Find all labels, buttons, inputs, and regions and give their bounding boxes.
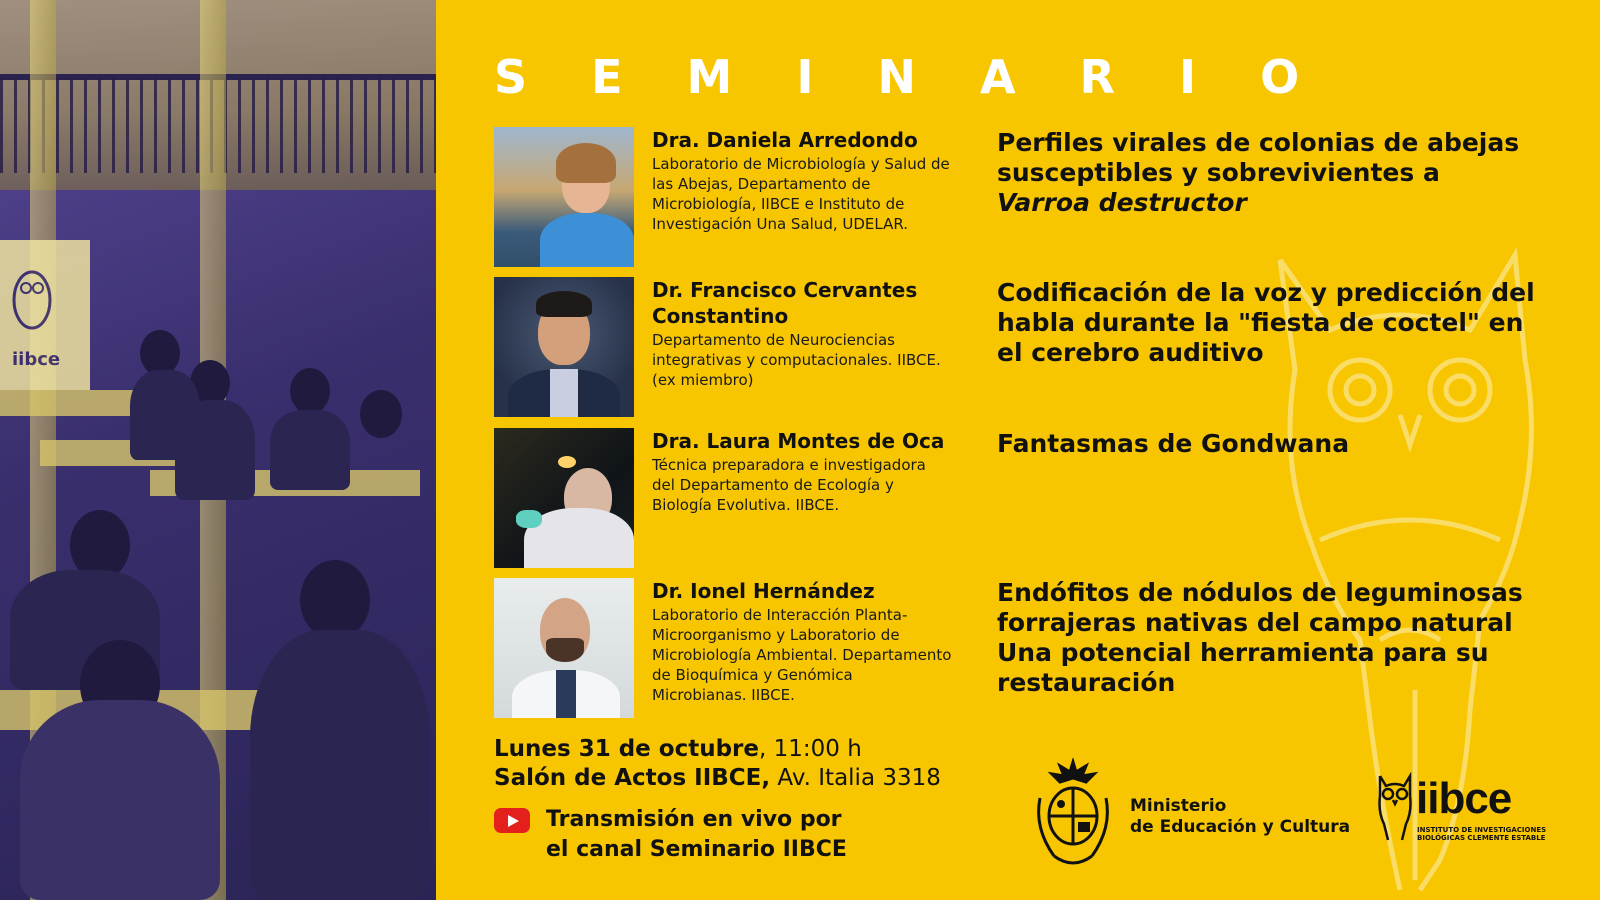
- stream-text[interactable]: Transmisión en vivo por el canal Seminario IIBCE: [546, 807, 847, 862]
- talk-title: Endófitos de nódulos de leguminosas forrajeras nativas del campo natural Una potencial herramienta para su restauración: [997, 578, 1523, 697]
- talk-title: Codificación de la voz y predicción del habla durante la "fiesta de coctel" en el cerebro auditivo: [997, 278, 1535, 367]
- speaker-affiliation: Laboratorio de Interacción Planta-Microorganismo y Laboratorio de Microbiología Ambiental. Departamento de Bioquímica y Genómica Microbianas. IIBCE.: [652, 606, 952, 704]
- event-time: , 11:00 h: [759, 736, 862, 762]
- iibce-logo: [1376, 774, 1547, 858]
- talk-title: Fantasmas de Gondwana: [997, 429, 1350, 458]
- mec-line-1: Ministerio: [1130, 796, 1227, 816]
- youtube-icon[interactable]: [494, 808, 530, 833]
- iibce-wordmark: iibce: [1416, 774, 1512, 823]
- speaker-card: [494, 277, 964, 417]
- event-venue: [494, 764, 974, 793]
- speaker-card: [494, 578, 964, 718]
- speaker-photo: [494, 277, 634, 417]
- event-info: [494, 735, 974, 793]
- speaker-card: [494, 428, 964, 568]
- iibce-subtitle-2: BIOLÓGICAS CLEMENTE ESTABLE: [1417, 834, 1546, 842]
- coat-of-arms-icon: [1030, 758, 1116, 874]
- speaker-photo: [494, 428, 634, 568]
- speaker-name: Dra. Daniela Arredondo: [652, 128, 918, 152]
- iibce-subtitle-1: INSTITUTO DE INVESTIGACIONES: [1417, 826, 1547, 834]
- mec-line-2: de Educación y Cultura: [1130, 817, 1351, 837]
- event-datetime: [494, 735, 974, 764]
- speaker-affiliation: Laboratorio de Microbiología y Salud de las Abejas, Departamento de Microbiología, IIBCE e Instituto de Investigación Una Salud, UDELAR.: [652, 155, 950, 233]
- speaker-name: Dra. Laura Montes de Oca: [652, 429, 945, 453]
- owl-logo-icon: [1376, 772, 1414, 844]
- event-venue-name: Salón de Actos IIBCE,: [494, 765, 771, 791]
- talk-title: Perfiles virales de colonias de abejas susceptibles y sobrevivientes a Varroa destructor: [997, 128, 1520, 217]
- talk-title-italic: Varroa destructor: [997, 188, 1247, 217]
- mec-logo: [1030, 758, 1360, 878]
- speaker-photo: [494, 127, 634, 267]
- event-address: Av. Italia 3318: [770, 765, 941, 791]
- speaker-affiliation: Departamento de Neurociencias integrativas y computacionales. IIBCE. (ex miembro): [652, 331, 941, 389]
- svg-text:iibce: iibce: [12, 349, 61, 370]
- speaker-name: Dr. Ionel Hernández: [652, 579, 875, 603]
- speaker-affiliation: Técnica preparadora e investigadora del Departamento de Ecología y Biología Evolutiva. IIBCE.: [652, 456, 926, 514]
- speaker-photo: [494, 578, 634, 718]
- classroom-photo: [0, 0, 436, 900]
- event-date: Lunes 31 de octubre: [494, 736, 759, 762]
- page-title: SEMINARIO: [494, 50, 1364, 104]
- speaker-name: Dr. Francisco Cervantes Constantino: [652, 278, 918, 328]
- speaker-card: [494, 127, 964, 267]
- stream-info[interactable]: [494, 805, 914, 865]
- photo-iibce-banner: [0, 240, 90, 390]
